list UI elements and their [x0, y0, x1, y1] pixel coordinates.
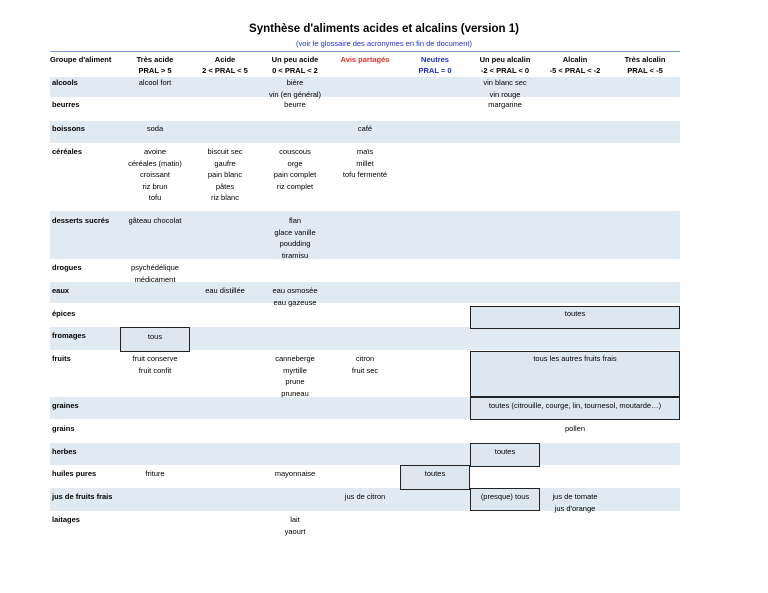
cell-epices-span: toutes	[564, 309, 586, 318]
cell-huiles-neutres: toutes	[424, 469, 446, 478]
cell-alcools-peu-acide: bière vin (en général)	[268, 78, 322, 99]
category-graines: graines	[52, 401, 79, 410]
band-eaux	[50, 282, 680, 303]
cell-fruits-avis: citron fruit sec	[351, 354, 379, 375]
category-drogues: drogues	[52, 263, 82, 272]
category-laitages: laitages	[52, 515, 80, 524]
category-herbes: herbes	[52, 447, 77, 456]
cell-desserts-tres-acide: gâteau chocolat	[128, 216, 182, 225]
category-beurres: beurres	[52, 100, 80, 109]
header-group: Groupe d'aliment	[50, 55, 112, 64]
cell-eaux-acide: eau distillée	[205, 286, 245, 295]
cell-cereales-avis: maïs millet tofu fermenté	[342, 147, 388, 179]
cell-grains-span: pollen	[564, 424, 586, 433]
cell-fromages-tres-acide: tous	[147, 332, 163, 341]
cell-fruits-tres-acide: fruit conserve fruit confit	[132, 354, 178, 375]
cell-jus-alcalin: jus de tomate jus d'orange	[552, 492, 598, 513]
header-tres-acide: Très acide PRAL > 5	[136, 55, 174, 75]
cell-boissons-avis: café	[357, 124, 373, 133]
page-subtitle: (voir le glossaire des acronymes en fin de document)	[296, 39, 472, 48]
cell-boissons-tres-acide: soda	[146, 124, 164, 133]
cell-huiles-peu-acide: mayonnaise	[274, 469, 316, 478]
category-grains: grains	[52, 424, 75, 433]
header-rule	[50, 51, 680, 52]
page-title: Synthèse d'aliments acides et alcalins (version 1)	[249, 23, 519, 35]
cell-huiles-tres-acide: friture	[145, 469, 165, 478]
cell-herbes-span: toutes	[494, 447, 516, 456]
cell-drogues-tres-acide: psychédélique médicament	[131, 263, 179, 284]
cell-graines-span: toutes (citrouille, courge, lin, tournesol, moutarde…)	[488, 401, 662, 410]
category-eaux: eaux	[52, 286, 70, 295]
header-alcalin: Alcalin -5 < PRAL < -2	[549, 55, 601, 75]
category-cereales: céréales	[52, 147, 83, 156]
cell-fruits-span: tous les autres fruits frais	[533, 354, 617, 363]
category-boissons: boissons	[52, 124, 85, 133]
category-alcools: alcools	[52, 78, 78, 87]
cell-jus-peu-alcalin: (presque) tous	[480, 492, 530, 501]
cell-cereales-tres-acide: avoine céréales (matin) croissant riz brun tofu	[128, 147, 182, 202]
cell-cereales-acide: biscuit sec gaufre pain blanc pâtes riz blanc	[207, 147, 243, 202]
header-tres-alcalin: Très alcalin PRAL < -5	[624, 55, 666, 75]
category-desserts: desserts sucrés	[52, 216, 110, 225]
cell-fruits-peu-acide: canneberge myrtille prune pruneau	[275, 354, 315, 398]
category-huiles: huiles pures	[52, 469, 97, 478]
cell-jus-avis: jus de citron	[344, 492, 386, 501]
category-epices: épices	[52, 309, 76, 318]
category-fruits: fruits	[52, 354, 71, 363]
band-herbes	[50, 443, 680, 465]
cell-desserts-peu-acide: flan glace vanille poudding tiramisu	[274, 216, 316, 260]
header-peu-alcalin: Un peu alcalin -2 < PRAL < 0	[479, 55, 531, 75]
cell-beurres-peu-alcalin: margarine	[488, 100, 522, 109]
header-neutres: Neutres PRAL = 0	[418, 55, 452, 75]
cell-cereales-peu-acide: couscous orge pain complet riz complet	[273, 147, 317, 191]
cell-alcools-tres-acide: alcool fort	[138, 78, 172, 87]
category-fromages: fromages	[52, 331, 86, 340]
header-acide: Acide 2 < PRAL < 5	[202, 55, 248, 75]
cell-laitages-peu-acide: lait yaourt	[284, 515, 306, 536]
cell-beurres-peu-acide: beurre	[284, 100, 306, 109]
cell-alcools-peu-alcalin: vin blanc sec vin rouge	[483, 78, 527, 99]
header-peu-acide: Un peu acide 0 < PRAL < 2	[271, 55, 319, 75]
cell-eaux-peu-acide: eau osmosée eau gazeuse	[272, 286, 318, 307]
category-jus: jus de fruits frais	[52, 492, 113, 501]
header-avis-partages: Avis partagés	[340, 55, 390, 64]
